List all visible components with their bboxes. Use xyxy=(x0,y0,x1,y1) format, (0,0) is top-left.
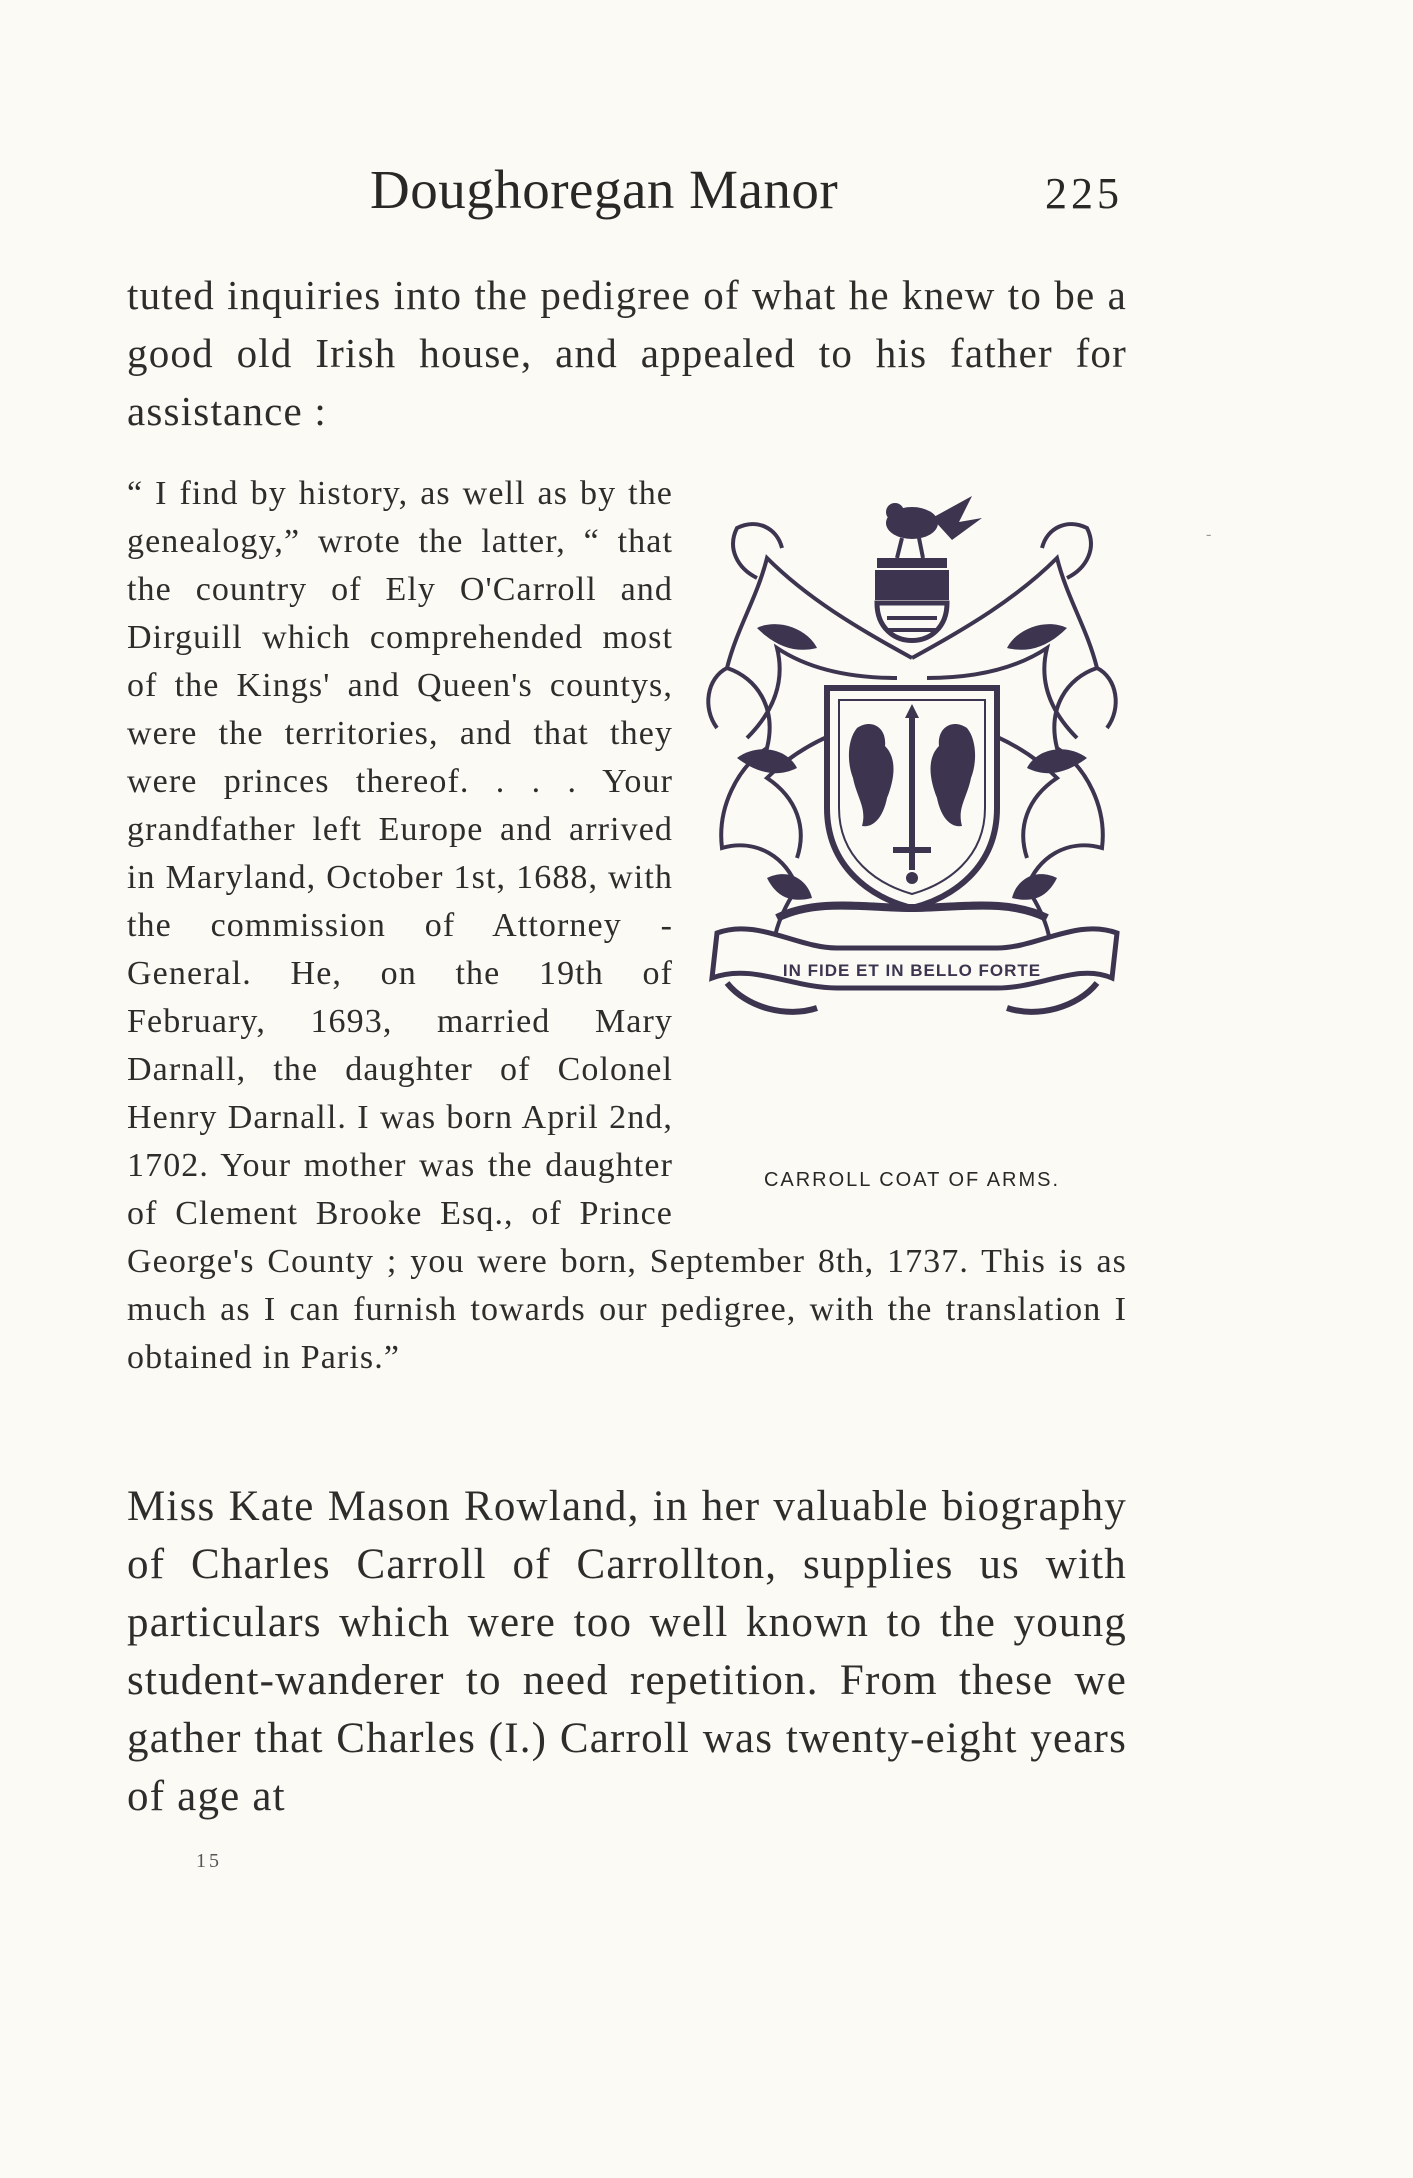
paragraph-1: tuted inquiries into the pedigree of what he knew to be a good old Irish house, and appealed to his father for assistance : xyxy=(127,272,1127,434)
coat-of-arms-figure xyxy=(697,478,1127,1198)
coat-of-arms-illustration xyxy=(697,478,1127,1138)
figure-caption: CARROLL COAT OF ARMS. xyxy=(763,1169,1061,1191)
letter-quote xyxy=(127,470,1127,1382)
paragraph-2: Miss Kate Mason Rowland, in her valuable biography of Charles Carroll of Carrollton, supplies us with particulars which were too well known to the young student-wanderer to need repetition. From these we gather that Charles (I.) Carroll was twenty-eight years of age at xyxy=(127,1483,1127,1820)
running-title: Doughoregan Manor xyxy=(370,159,839,220)
motto-text: IN FIDE ET IN BELLO FORTE xyxy=(782,961,1042,980)
shield xyxy=(827,688,997,908)
page-number: 225 xyxy=(1045,169,1123,218)
page-header xyxy=(370,158,1123,221)
crest-bird xyxy=(877,496,982,568)
quote-text: “ I find by history, as well as by the genealogy,” wrote the latter, “ that the country of Ely O'Carroll and Dirguill which comprehended most of the Kings' and Queen's countys, were the territories, and that they were princes thereof. . . . Your grandfather left Europe and arrived in Maryland, October 1st, 1688, with the commission of Attorney - General. He, on the 19th of February, 1693, married Mary Darnall, the daughter of Colonel Henry Darnall. I was born April 2nd, 1702. Your mother was the daughter of Clement Brooke Esq., of Prince George's County ; you were born, September 8th, 1737. This is as much as I can furnish towards our pedigree, with the translation I obtained in Paris.” xyxy=(127,475,1127,1376)
margin-mark: - xyxy=(1206,526,1212,543)
signature-mark: 15 xyxy=(196,1850,222,1872)
motto-scroll xyxy=(712,906,1117,1012)
helm xyxy=(875,570,949,641)
